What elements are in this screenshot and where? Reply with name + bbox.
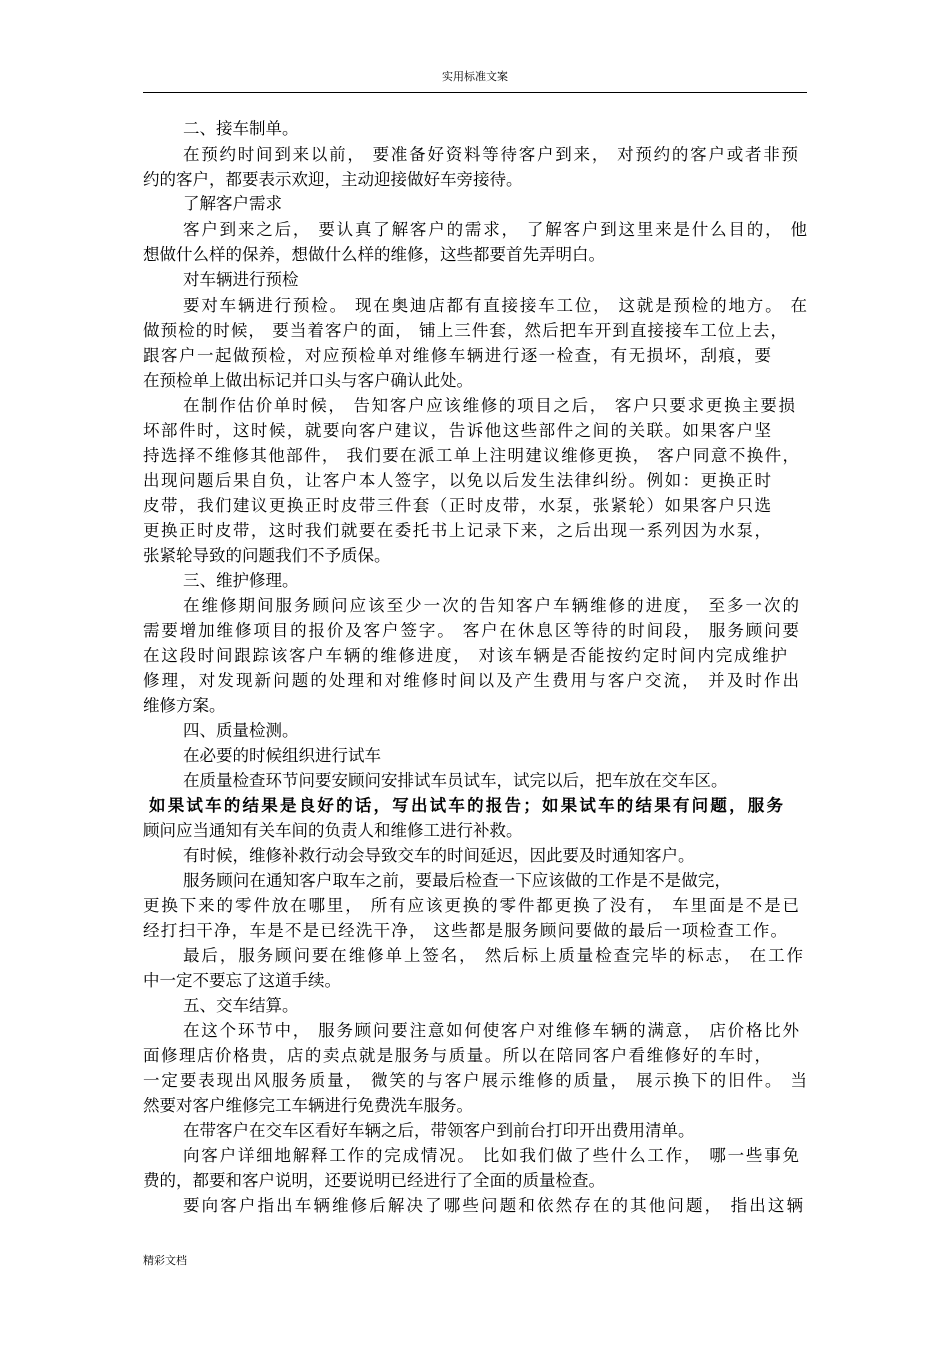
heading-line: 对车辆进行预检	[183, 270, 299, 289]
page-footer: 精彩文档	[143, 1254, 187, 1267]
header-divider	[143, 92, 807, 93]
text-line: 想做什么样的保养，想做什么样的维修，这些都要首先弄明白。	[143, 245, 605, 264]
text-line: 需要增加维修项目的报价及客户签字。 客户在休息区等待的时间段， 服务顾问要	[143, 621, 799, 640]
text-line: 要向客户指出车辆维修后解决了哪些问题和依然存在的其他问题， 指出这辆	[183, 1196, 803, 1215]
text-line: 顾问应当通知有关车间的负责人和维修工进行补救。	[143, 821, 523, 840]
heading-line: 三、维护修理。	[183, 571, 299, 590]
text-line: 一定要表现出风服务质量， 微笑的与客户展示维修的质量， 展示换下的旧件。 当	[143, 1071, 807, 1090]
text-line: 在维修期间服务顾问应该至少一次的告知客户车辆维修的进度， 至多一次的	[183, 596, 799, 615]
text-line: 向客户详细地解释工作的完成情况。 比如我们做了些什么工作， 哪一些事免	[183, 1146, 799, 1165]
text-line: 跟客户一起做预检，对应预检单对维修车辆进行逐一检查，有无损坏，刮痕，要	[143, 346, 771, 365]
heading-line: 四、质量检测。	[183, 721, 299, 740]
text-line: 经打扫干净，车是不是已经洗干净， 这些都是服务顾问要做的最后一项检查工作。	[143, 921, 787, 940]
text-line: 客户到来之后， 要认真了解客户的需求， 了解客户到这里来是什么目的， 他	[183, 220, 807, 239]
bold-text-line: 如果试车的结果是良好的话，写出试车的报告；如果试车的结果有问题，服务	[149, 796, 783, 815]
text-line: 维修方案。	[143, 696, 226, 715]
text-line: 在制作估价单时候， 告知客户应该维修的项目之后， 客户只要求更换主要损	[183, 396, 795, 415]
text-line: 更换正时皮带，这时我们就要在委托书上记录下来，之后出现一系列因为水泵，	[143, 521, 771, 540]
heading-line: 在必要的时候组织进行试车	[183, 746, 381, 765]
text-line: 在质量检查环节问要安顾问安排试车员试车，试完以后，把车放在交车区。	[183, 771, 728, 790]
text-line: 在带客户在交车区看好车辆之后，带领客户到前台打印开出费用清单。	[183, 1121, 695, 1140]
text-line: 在预约时间到来以前， 要准备好资料等待客户到来， 对预约的客户或者非预	[183, 145, 798, 164]
text-line: 然要对客户维修完工车辆进行免费洗车服务。	[143, 1096, 473, 1115]
text-line: 最后，服务顾问要在维修单上签名， 然后标上质量检查完毕的标志， 在工作	[183, 946, 803, 965]
text-line: 张紧轮导致的问题我们不予质保。	[143, 546, 391, 565]
heading-line: 了解客户需求	[183, 194, 282, 213]
text-line: 在这个环节中， 服务顾问要注意如何使客户对维修车辆的满意， 店价格比外	[183, 1021, 799, 1040]
text-line: 约的客户，都要表示欢迎，主动迎接做好车旁接待。	[143, 170, 523, 189]
text-line: 做预检的时候， 要当着客户的面， 铺上三件套，然后把车开到直接接车工位上去，	[143, 321, 787, 340]
text-line: 在这段时间跟踪该客户车辆的维修进度， 对该车辆是否能按约定时间内完成维护	[143, 646, 787, 665]
text-line: 服务顾问在通知客户取车之前，要最后检查一下应该做的工作是不是做完，	[183, 871, 731, 890]
heading-line: 五、交车结算。	[183, 996, 299, 1015]
text-line: 修理，对发现新问题的处理和对维修时间以及产生费用与客户交流， 并及时作出	[143, 671, 799, 690]
text-line: 出现问题后果自负，让客户本人签字，以免以后发生法律纠纷。例如：更换正时	[143, 471, 771, 490]
text-line: 面修理店价格贵，店的卖点就是服务与质量。所以在陪同客户看维修好的车时，	[143, 1046, 771, 1065]
text-line: 持选择不维修其他部件， 我们要在派工单上注明建议维修更换， 客户同意不换件，	[143, 446, 799, 465]
text-line: 有时候，维修补救行动会导致交车的时间延迟，因此要及时通知客户。	[183, 846, 695, 865]
text-line: 皮带，我们建议更换正时皮带三件套（正时皮带，水泵，张紧轮）如果客户只选	[143, 496, 771, 515]
heading-line: 二、接车制单。	[183, 119, 299, 138]
text-line: 费的，都要和客户说明，还要说明已经进行了全面的质量检查。	[143, 1171, 605, 1190]
text-line: 更换下来的零件放在哪里， 所有应该更换的零件都更换了没有， 车里面是不是已	[143, 896, 799, 915]
text-line: 要对车辆进行预检。 现在奥迪店都有直接接车工位， 这就是预检的地方。 在	[183, 296, 807, 315]
text-line: 坏部件时，这时候，就要向客户建议，告诉他这些部件之间的关联。如果客户坚	[143, 421, 771, 440]
text-line: 在预检单上做出标记并口头与客户确认此处。	[143, 371, 473, 390]
text-line: 中一定不要忘了这道手续。	[143, 971, 341, 990]
page-header: 实用标准文案	[442, 70, 508, 83]
